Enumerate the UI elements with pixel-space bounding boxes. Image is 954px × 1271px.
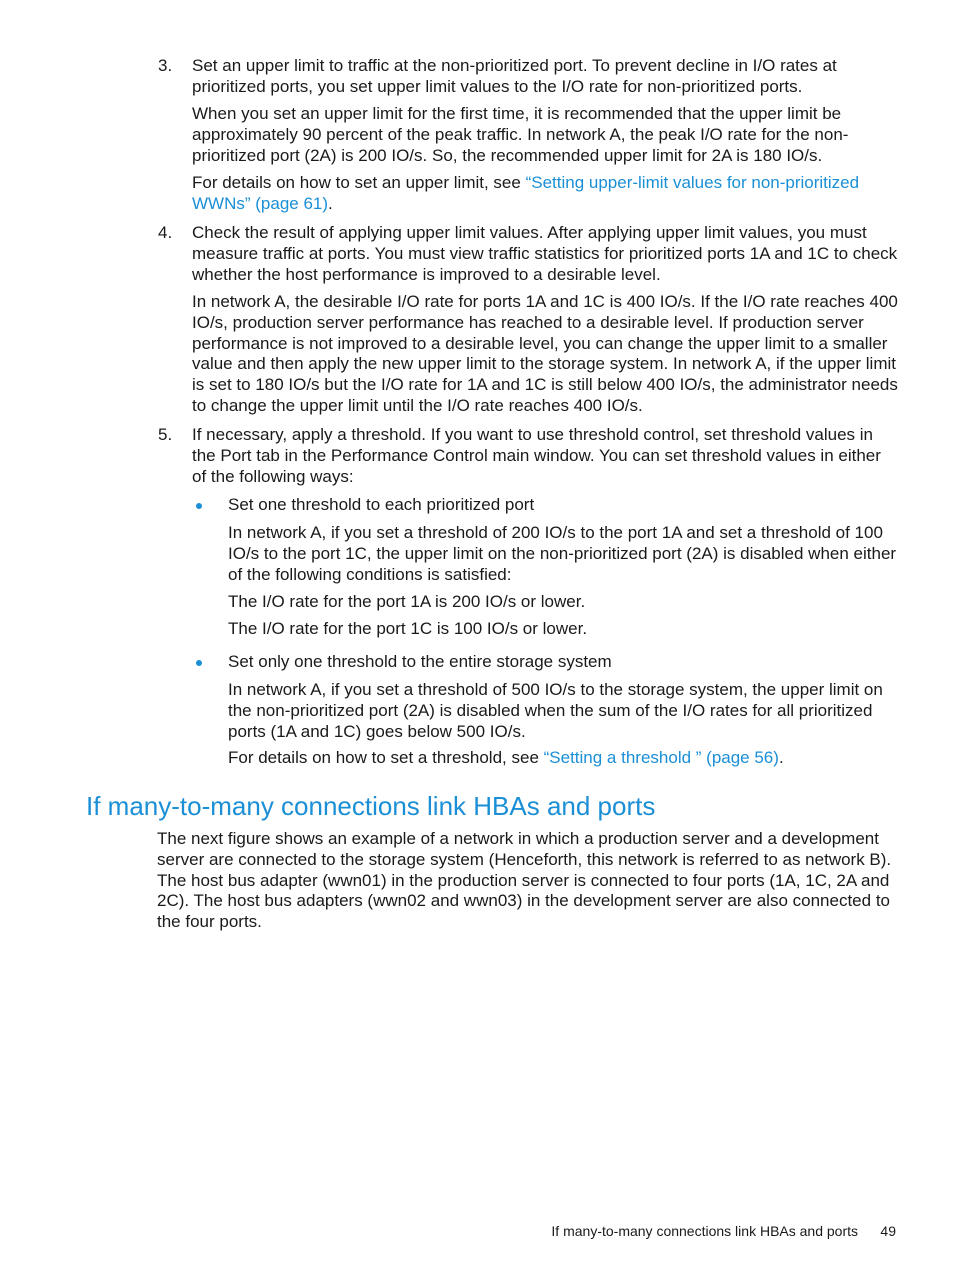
upper-limit-link[interactable]: “Setting upper-limit values for non-prioritized WWNs” (page 61) (192, 173, 860, 213)
bullet-1-para: In network A, if you set a threshold of 200 IO/s to the port 1A and set a threshold of 100 IO/s to the port 1C, the upper limit on the non-prioritized port (2A) is disabled when either of the following conditions is satisfied: (228, 523, 897, 584)
step-3-text: Set an upper limit to traffic at the non-prioritized port. To prevent decline in I/O rates at prioritized ports, you set upper limit values to the I/O rate for non-prioritized ports. (192, 56, 837, 96)
step-5-text: If necessary, apply a threshold. If you want to use threshold control, set threshold values in the Port tab in the Performance Control main window. You can set threshold values in either of the following ways: (192, 425, 881, 486)
section-heading: If many-to-many connections link HBAs and ports (86, 791, 656, 821)
bullet-1-title: Set one threshold to each prioritized port (228, 495, 535, 514)
step-3-para-2: When you set an upper limit for the first time, it is recommended that the upper limit be approximately 90 percent of the peak traffic. In network A, the peak I/O rate for the non-prioritized port (2A) is 200 IO/s. So, the recommended upper limit for 2A is 180 IO/s. (192, 104, 849, 165)
page-number: 49 (880, 1223, 896, 1239)
bullet-icon (196, 503, 202, 509)
bullet-2-para-2-suffix: . (778, 748, 784, 767)
bullet-2-title: Set only one threshold to the entire storage system (228, 652, 612, 671)
bullet-2-para: In network A, if you set a threshold of 500 IO/s to the storage system, the upper limit on the non-prioritized port (2A) is disabled when the sum of the I/O rates for all prioritized ports (1A and 1C) goes below 500 IO/s. (228, 680, 883, 741)
step-4-para-2: In network A, the desirable I/O rate for ports 1A and 1C is 400 IO/s. If the I/O rate reaches 400 IO/s, production server performance has reached to a desirable level. If production server performance is not improved to a desirable level, you can change the upper limit to a smaller value and then apply the new upper limit to the storage system. In network A, if the upper limit is set to 180 IO/s but the I/O rate for 1A and 1C is still below 400 IO/s, the administrator needs to change the upper limit until the I/O rate reaches 400 IO/s. (192, 292, 898, 415)
section-body: The next figure shows an example of a network in which a production server and a development server are connected to the storage system (Henceforth, this network is referred to as network B). The host bus adapter (wwn01) in the production server is connected to four ports (1A, 1C, 2A and 2C). The host bus adapters (wwn02 and wwn03) in the development server are also connected to the four ports. (157, 829, 892, 932)
step-3-para-3-suffix: . (328, 193, 333, 213)
bullet-1-condition-1: The I/O rate for the port 1A is 200 IO/s or lower. (228, 592, 586, 611)
bullet-1-condition-2: The I/O rate for the port 1C is 100 IO/s or lower. (228, 619, 588, 638)
step-5-number: 5. (158, 425, 173, 444)
bullet-2-para-2 (228, 748, 898, 769)
step-3-para-3 (192, 173, 898, 215)
step-4-number: 4. (158, 223, 173, 242)
step-3-number: 3. (158, 56, 173, 75)
step-3-para-3-prefix: For details on how to set an upper limit, see (192, 173, 526, 192)
bullet-2-para-2-prefix: For details on how to set a threshold, see (228, 748, 544, 767)
footer-title: If many-to-many connections link HBAs and ports (551, 1223, 858, 1239)
threshold-link[interactable]: “Setting a threshold ” (page 56) (543, 748, 779, 767)
bullet-icon (196, 660, 202, 666)
step-4-text: Check the result of applying upper limit values. After applying upper limit values, you must measure traffic at ports. You must view traffic statistics for prioritized ports 1A and 1C to check whether the host performance is improved to a desirable level. (192, 223, 898, 284)
